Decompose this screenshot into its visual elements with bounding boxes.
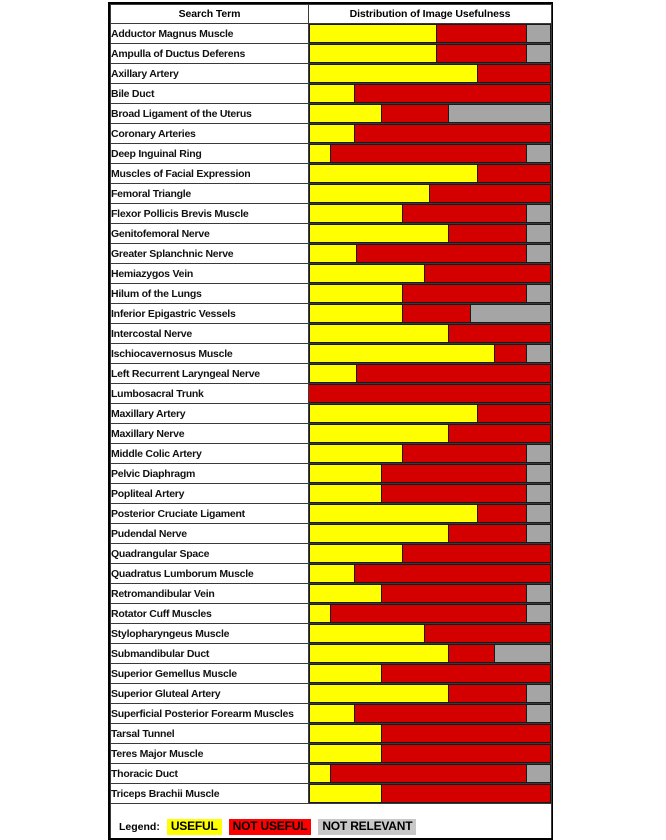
search-term-cell: Broad Ligament of the Uterus: [111, 104, 309, 124]
bar-segment-useful: [309, 584, 382, 603]
bar-segment-useful: [309, 644, 449, 663]
distribution-bar-cell: [309, 84, 552, 104]
stacked-bar: [309, 244, 551, 263]
bar-segment-useful: [309, 524, 449, 543]
bar-segment-useful: [309, 144, 331, 163]
bar-segment-useful: [309, 284, 403, 303]
search-term-cell: Rotator Cuff Muscles: [111, 604, 309, 624]
table-row: [111, 724, 552, 744]
search-term-cell: Quadrangular Space: [111, 544, 309, 564]
bar-segment-useful: [309, 704, 355, 723]
stacked-bar: [309, 284, 551, 303]
bar-segment-not-useful: [403, 444, 526, 463]
search-term-cell: Superior Gemellus Muscle: [111, 664, 309, 684]
stacked-bar: [309, 324, 551, 343]
header-row: [111, 5, 552, 24]
bar-segment-not-useful: [449, 324, 551, 343]
legend-chip-not-useful: NOT USEFUL: [229, 819, 312, 835]
bar-segment-not-relevant: [449, 104, 551, 123]
distribution-bar-cell: [309, 504, 552, 524]
usefulness-chart-panel: [108, 2, 553, 840]
distribution-bar-cell: [309, 744, 552, 764]
bar-segment-useful: [309, 604, 331, 623]
stacked-bar: [309, 524, 551, 543]
bar-segment-not-useful: [382, 784, 551, 803]
bar-segment-not-relevant: [527, 24, 551, 43]
bar-segment-not-useful: [309, 384, 551, 403]
legend-label: Legend:: [119, 821, 160, 833]
bar-segment-not-useful: [382, 484, 527, 503]
bar-segment-useful: [309, 104, 382, 123]
bar-segment-not-useful: [437, 24, 527, 43]
bar-segment-not-relevant: [527, 144, 551, 163]
table-row: [111, 784, 552, 804]
search-term-cell: Submandibular Duct: [111, 644, 309, 664]
stacked-bar: [309, 724, 551, 743]
bar-segment-useful: [309, 544, 403, 563]
bar-segment-useful: [309, 684, 449, 703]
bar-segment-not-useful: [382, 584, 527, 603]
bar-segment-not-useful: [355, 704, 527, 723]
stacked-bar: [309, 464, 551, 483]
search-term-cell: Stylopharyngeus Muscle: [111, 624, 309, 644]
bar-segment-not-useful: [382, 664, 551, 683]
stacked-bar: [309, 364, 551, 383]
distribution-bar-cell: [309, 124, 552, 144]
table-row: [111, 164, 552, 184]
stacked-bar: [309, 404, 551, 423]
legend-row: [111, 816, 552, 838]
table-row: [111, 224, 552, 244]
search-term-cell: Middle Colic Artery: [111, 444, 309, 464]
bar-segment-not-relevant: [527, 344, 551, 363]
bar-segment-not-relevant: [527, 444, 551, 463]
bar-segment-not-relevant: [527, 504, 551, 523]
bar-segment-not-relevant: [527, 684, 551, 703]
stacked-bar: [309, 484, 551, 503]
search-term-cell: Hemiazygos Vein: [111, 264, 309, 284]
stacked-bar: [309, 604, 551, 623]
bar-segment-not-relevant: [527, 484, 551, 503]
distribution-bar-cell: [309, 424, 552, 444]
bar-segment-not-useful: [357, 364, 551, 383]
search-term-cell: Greater Splanchnic Nerve: [111, 244, 309, 264]
stacked-bar: [309, 184, 551, 203]
table-row: [111, 144, 552, 164]
bar-segment-not-useful: [357, 244, 526, 263]
bar-segment-useful: [309, 264, 425, 283]
distribution-bar-cell: [309, 784, 552, 804]
legend-spacer-cell: [111, 804, 552, 817]
search-term-cell: Ampulla of Ductus Deferens: [111, 44, 309, 64]
search-term-cell: Retromandibular Vein: [111, 584, 309, 604]
bar-segment-not-relevant: [527, 44, 551, 63]
stacked-bar: [309, 504, 551, 523]
bar-segment-useful: [309, 664, 382, 683]
table-row: [111, 584, 552, 604]
search-term-cell: Femoral Triangle: [111, 184, 309, 204]
bar-segment-not-useful: [403, 204, 526, 223]
stacked-bar: [309, 684, 551, 703]
bar-segment-useful: [309, 244, 357, 263]
bar-segment-useful: [309, 324, 449, 343]
search-term-cell: Maxillary Nerve: [111, 424, 309, 444]
search-term-cell: Coronary Arteries: [111, 124, 309, 144]
table-row: [111, 24, 552, 44]
search-term-cell: Superior Gluteal Artery: [111, 684, 309, 704]
distribution-bar-cell: [309, 264, 552, 284]
table-row: [111, 604, 552, 624]
search-term-cell: Teres Major Muscle: [111, 744, 309, 764]
bar-segment-useful: [309, 364, 357, 383]
distribution-bar-cell: [309, 244, 552, 264]
bar-segment-not-useful: [478, 404, 551, 423]
distribution-bar-cell: [309, 644, 552, 664]
search-term-cell: Pudendal Nerve: [111, 524, 309, 544]
stacked-bar: [309, 64, 551, 83]
distribution-bar-cell: [309, 304, 552, 324]
distribution-bar-cell: [309, 584, 552, 604]
bar-segment-not-useful: [331, 144, 527, 163]
legend-spacer-row: [111, 804, 552, 817]
table-row: [111, 104, 552, 124]
bar-segment-not-useful: [449, 424, 551, 443]
bar-segment-not-relevant: [527, 604, 551, 623]
stacked-bar: [309, 104, 551, 123]
bar-segment-useful: [309, 24, 437, 43]
stacked-bar: [309, 264, 551, 283]
bar-segment-not-relevant: [527, 204, 551, 223]
table-row: [111, 564, 552, 584]
bar-segment-useful: [309, 64, 478, 83]
distribution-bar-cell: [309, 104, 552, 124]
stacked-bar: [309, 784, 551, 803]
search-term-cell: Quadratus Lumborum Muscle: [111, 564, 309, 584]
bar-segment-useful: [309, 204, 403, 223]
bar-segment-not-relevant: [527, 704, 551, 723]
table-row: [111, 324, 552, 344]
distribution-bar-cell: [309, 524, 552, 544]
search-term-cell: Posterior Cruciate Ligament: [111, 504, 309, 524]
table-row: [111, 64, 552, 84]
bar-segment-useful: [309, 304, 403, 323]
bar-segment-not-relevant: [527, 764, 551, 783]
distribution-bar-cell: [309, 184, 552, 204]
search-term-cell: Pelvic Diaphragm: [111, 464, 309, 484]
bar-segment-not-useful: [449, 524, 526, 543]
bar-segment-useful: [309, 464, 382, 483]
bar-segment-not-useful: [403, 544, 551, 563]
distribution-bar-cell: [309, 684, 552, 704]
table-footer: [111, 804, 552, 839]
bar-segment-not-useful: [478, 164, 551, 183]
distribution-bar-cell: [309, 364, 552, 384]
search-term-cell: Muscles of Facial Expression: [111, 164, 309, 184]
table-row: [111, 664, 552, 684]
stacked-bar: [309, 584, 551, 603]
legend-chip-not-relevant: NOT RELEVANT: [318, 819, 416, 835]
search-term-cell: Triceps Brachii Muscle: [111, 784, 309, 804]
table-row: [111, 684, 552, 704]
bar-segment-not-useful: [382, 104, 450, 123]
bar-segment-not-useful: [425, 264, 551, 283]
search-term-cell: Maxillary Artery: [111, 404, 309, 424]
bar-segment-not-useful: [449, 224, 526, 243]
bar-segment-not-relevant: [471, 304, 551, 323]
distribution-bar-cell: [309, 724, 552, 744]
distribution-bar-cell: [309, 624, 552, 644]
bar-segment-not-useful: [430, 184, 551, 203]
bar-segment-not-relevant: [495, 644, 551, 663]
bar-segment-not-useful: [495, 344, 526, 363]
bar-segment-not-useful: [331, 604, 527, 623]
stacked-bar: [309, 84, 551, 103]
stacked-bar: [309, 144, 551, 163]
bar-segment-not-relevant: [527, 224, 551, 243]
table-row: [111, 384, 552, 404]
bar-segment-useful: [309, 624, 425, 643]
distribution-bar-cell: [309, 404, 552, 424]
search-term-cell: Deep Inguinal Ring: [111, 144, 309, 164]
search-term-cell: Popliteal Artery: [111, 484, 309, 504]
search-term-cell: Hilum of the Lungs: [111, 284, 309, 304]
stacked-bar: [309, 164, 551, 183]
bar-segment-not-useful: [449, 684, 526, 703]
bar-segment-not-useful: [355, 84, 551, 103]
bar-segment-useful: [309, 344, 495, 363]
header-distribution: Distribution of Image Usefulness: [309, 5, 552, 24]
table-row: [111, 124, 552, 144]
table-row: [111, 44, 552, 64]
table-row: [111, 524, 552, 544]
bar-segment-useful: [309, 424, 449, 443]
bar-segment-not-useful: [331, 764, 527, 783]
distribution-bar-cell: [309, 564, 552, 584]
bar-segment-useful: [309, 44, 437, 63]
search-term-cell: Superficial Posterior Forearm Muscles: [111, 704, 309, 724]
table-row: [111, 84, 552, 104]
bar-segment-not-useful: [425, 624, 551, 643]
table-row: [111, 344, 552, 364]
bar-segment-not-useful: [382, 744, 551, 763]
search-term-cell: Genitofemoral Nerve: [111, 224, 309, 244]
bar-segment-useful: [309, 404, 478, 423]
bar-segment-not-useful: [355, 564, 551, 583]
distribution-bar-cell: [309, 384, 552, 404]
bar-segment-not-relevant: [527, 524, 551, 543]
stacked-bar: [309, 764, 551, 783]
distribution-bar-cell: [309, 704, 552, 724]
bar-segment-useful: [309, 564, 355, 583]
bar-segment-useful: [309, 724, 382, 743]
search-term-cell: Ischiocavernosus Muscle: [111, 344, 309, 364]
bar-segment-not-useful: [403, 284, 526, 303]
stacked-bar: [309, 624, 551, 643]
stacked-bar: [309, 664, 551, 683]
table-row: [111, 284, 552, 304]
bar-segment-not-relevant: [527, 464, 551, 483]
table-row: [111, 244, 552, 264]
stacked-bar: [309, 204, 551, 223]
stacked-bar: [309, 704, 551, 723]
legend: [111, 819, 551, 835]
bar-segment-useful: [309, 124, 355, 143]
stacked-bar: [309, 384, 551, 403]
bar-segment-useful: [309, 764, 331, 783]
stacked-bar: [309, 564, 551, 583]
table-row: [111, 644, 552, 664]
header-search-term: Search Term: [111, 5, 309, 24]
search-term-cell: Left Recurrent Laryngeal Nerve: [111, 364, 309, 384]
bar-segment-useful: [309, 84, 355, 103]
stacked-bar: [309, 744, 551, 763]
stacked-bar: [309, 424, 551, 443]
table-row: [111, 184, 552, 204]
stacked-bar: [309, 224, 551, 243]
bar-segment-not-relevant: [527, 244, 551, 263]
table-row: [111, 404, 552, 424]
table-row: [111, 444, 552, 464]
stacked-bar: [309, 44, 551, 63]
distribution-bar-cell: [309, 464, 552, 484]
bar-segment-not-relevant: [527, 284, 551, 303]
table-body: [111, 24, 552, 804]
stacked-bar: [309, 344, 551, 363]
bar-segment-not-useful: [478, 64, 551, 83]
search-term-cell: Intercostal Nerve: [111, 324, 309, 344]
search-term-cell: Thoracic Duct: [111, 764, 309, 784]
bar-segment-useful: [309, 224, 449, 243]
stacked-bar: [309, 444, 551, 463]
table-row: [111, 624, 552, 644]
bar-segment-not-relevant: [527, 584, 551, 603]
bar-segment-not-useful: [382, 724, 551, 743]
stacked-bar: [309, 124, 551, 143]
search-term-cell: Tarsal Tunnel: [111, 724, 309, 744]
search-term-cell: Inferior Epigastric Vessels: [111, 304, 309, 324]
table-row: [111, 304, 552, 324]
bar-segment-useful: [309, 484, 382, 503]
table-row: [111, 264, 552, 284]
distribution-bar-cell: [309, 604, 552, 624]
bar-segment-useful: [309, 184, 430, 203]
table-row: [111, 424, 552, 444]
table-row: [111, 364, 552, 384]
table-row: [111, 764, 552, 784]
distribution-bar-cell: [309, 664, 552, 684]
table-row: [111, 504, 552, 524]
distribution-bar-cell: [309, 444, 552, 464]
table-row: [111, 744, 552, 764]
stacked-bar: [309, 24, 551, 43]
distribution-bar-cell: [309, 764, 552, 784]
table-row: [111, 704, 552, 724]
table-row: [111, 464, 552, 484]
table-row: [111, 544, 552, 564]
bar-segment-useful: [309, 744, 382, 763]
legend-chip-useful: USEFUL: [167, 819, 222, 835]
table-row: [111, 204, 552, 224]
usefulness-table: [110, 4, 552, 838]
bar-segment-not-useful: [382, 464, 527, 483]
distribution-bar-cell: [309, 164, 552, 184]
distribution-bar-cell: [309, 144, 552, 164]
bar-segment-useful: [309, 504, 478, 523]
table-header: [111, 5, 552, 24]
distribution-bar-cell: [309, 324, 552, 344]
distribution-bar-cell: [309, 344, 552, 364]
search-term-cell: Flexor Pollicis Brevis Muscle: [111, 204, 309, 224]
distribution-bar-cell: [309, 24, 552, 44]
bar-segment-not-useful: [403, 304, 471, 323]
stacked-bar: [309, 644, 551, 663]
bar-segment-not-useful: [449, 644, 495, 663]
bar-segment-not-useful: [437, 44, 527, 63]
distribution-bar-cell: [309, 284, 552, 304]
bar-segment-not-useful: [355, 124, 551, 143]
distribution-bar-cell: [309, 64, 552, 84]
legend-cell: [111, 816, 552, 838]
bar-segment-useful: [309, 164, 478, 183]
stacked-bar: [309, 544, 551, 563]
stacked-bar: [309, 304, 551, 323]
distribution-bar-cell: [309, 44, 552, 64]
search-term-cell: Adductor Magnus Muscle: [111, 24, 309, 44]
bar-segment-useful: [309, 784, 382, 803]
search-term-cell: Axillary Artery: [111, 64, 309, 84]
distribution-bar-cell: [309, 484, 552, 504]
search-term-cell: Bile Duct: [111, 84, 309, 104]
bar-segment-not-useful: [478, 504, 526, 523]
distribution-bar-cell: [309, 204, 552, 224]
search-term-cell: Lumbosacral Trunk: [111, 384, 309, 404]
distribution-bar-cell: [309, 224, 552, 244]
table-row: [111, 484, 552, 504]
bar-segment-useful: [309, 444, 403, 463]
distribution-bar-cell: [309, 544, 552, 564]
